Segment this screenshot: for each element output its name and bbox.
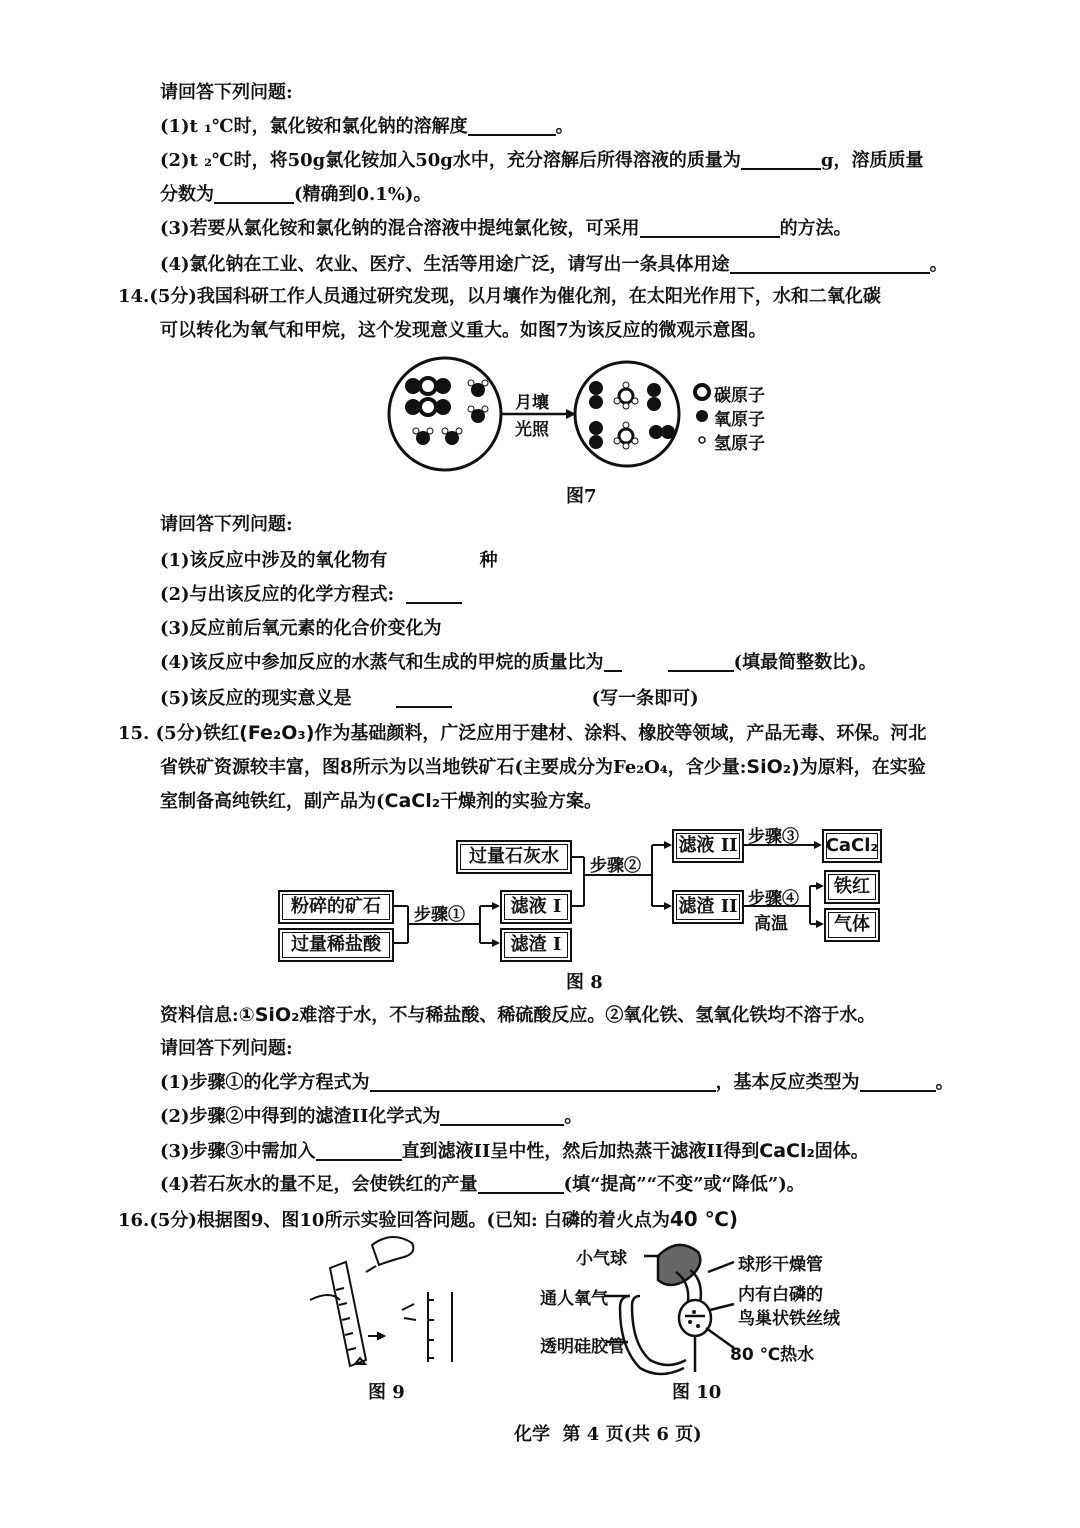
answer-blank[interactable] [406, 582, 462, 604]
q14-stem-line2: 可以转化为氧气和甲烷，这个发现意义重大。如图7为该反应的微观示意图。 [160, 320, 767, 341]
legend-carbon: 碳原子 [714, 386, 765, 406]
o2-molecule [647, 383, 661, 411]
co2-molecule [405, 399, 451, 415]
figure-9-graduated-cylinder [310, 1237, 413, 1366]
acid-box: 过量稀盐酸 [278, 928, 394, 962]
label-silicone-tube: 透明硅胶管 [540, 1337, 625, 1357]
q13-part3: (3)若要从氯化铵和氯化钠的混合溶液中提纯氯化铵，可采用 的方法。 [160, 218, 852, 239]
answer-blank[interactable] [741, 148, 821, 170]
residue2-box: 滤渣 II [672, 890, 744, 924]
arrow-condition-top: 月壤 [515, 393, 549, 413]
label-balloon: 小气球 [576, 1249, 627, 1269]
q16-stem: 16.(5分)根据图9、图10所示实验回答问题。(已知: 白磷的着火点为40 ℃) [118, 1207, 739, 1231]
q14-part3: (3)反应前后氧元素的化合价变化为 [160, 618, 442, 639]
answer-blank[interactable] [370, 1070, 716, 1092]
answer-blank[interactable] [668, 650, 734, 672]
page-footer: 化学 第 4 页(共 6 页) [514, 1424, 702, 1445]
q14-part2: (2)与出该反应的化学方程式: [160, 582, 462, 608]
step4-label: 步骤④ [748, 889, 799, 909]
label-oxygen-inlet: 通人氧气 [540, 1289, 608, 1309]
q15-info: 资料信息:①SiO₂难溶于水，不与稀盐酸、稀硫酸反应。②氧化铁、氢氧化铁均不溶于水。 [160, 1004, 876, 1026]
answer-blank[interactable] [440, 1104, 564, 1126]
carbon-atom-legend-icon [695, 385, 709, 399]
figure-10-caption: 图 10 [672, 1382, 722, 1403]
q13-part2-cont: 分数为 (精确到0.1%)。 [160, 184, 432, 205]
q13-intro: 请回答下列问题: [160, 82, 293, 103]
oxygen-atom-legend-icon [696, 410, 708, 422]
hydrogen-atom-legend-icon [699, 437, 705, 443]
arrow-condition-bottom: 光照 [515, 420, 549, 440]
o2-molecule [589, 421, 603, 449]
water-molecule [468, 380, 488, 397]
high-temp-label: 高温 [754, 914, 788, 934]
cacl2-box: CaCl₂ [822, 829, 882, 863]
water-molecule [413, 428, 433, 445]
q14-part4: (4)该反应中参加反应的水蒸气和生成的甲烷的质量比为 (填最简整数比)。 [160, 652, 877, 673]
product-circle [575, 362, 679, 466]
figure-7-caption: 图7 [566, 486, 597, 507]
answer-blank[interactable] [316, 1139, 402, 1161]
answer-blank[interactable] [468, 114, 556, 136]
figure-9-scale-reading [402, 1292, 452, 1362]
q13-part4: (4)氯化钠在工业、农业、医疗、生活等用途广泛，请写出一条具体用途 。 [160, 254, 948, 275]
q15-stem-line3: 室制备高纯铁红，副产品为(CaCl₂干燥剂的实验方案。 [160, 790, 603, 812]
q15-stem-line1: 15. (5分)铁红(Fe₂O₃)作为基础颜料，广泛应用于建材、涂料、橡胶等领域，产品无毒、环保。河北 [118, 722, 927, 744]
co2-molecule [405, 378, 451, 394]
answer-blank[interactable] [640, 216, 780, 238]
answer-blank[interactable] [478, 1172, 564, 1194]
answer-blank[interactable] [860, 1070, 936, 1092]
step3-label: 步骤③ [748, 827, 799, 847]
q13-part1: (1)t ₁℃时，氯化铵和氯化钠的溶解度 。 [160, 116, 574, 137]
limewater-box: 过量石灰水 [456, 840, 572, 874]
step2-label: 步骤② [590, 856, 641, 876]
q14-intro: 请回答下列问题: [160, 514, 293, 535]
answer-blank[interactable] [396, 686, 452, 708]
gas-box: 气体 [824, 908, 880, 942]
q15-part2: (2)步骤②中得到的滤渣II化学式为 。 [160, 1106, 583, 1127]
q15-part4: (4)若石灰水的量不足，会使铁红的产量 (填“提高”“不变”或“降低”)。 [160, 1174, 805, 1195]
iron-red-box: 铁红 [824, 870, 880, 904]
ore-box: 粉碎的矿石 [278, 890, 394, 924]
ch4-molecule [614, 422, 638, 449]
reactant-circle [389, 358, 501, 470]
label-hot-water: 80 ℃热水 [730, 1345, 815, 1365]
q14-stem-line1: 14.(5分)我国科研工作人员通过研究发现，以月壤作为催化剂，在太阳光作用下，水和二氧化碳 [118, 286, 881, 307]
q13-part2: (2)t ₂℃时，将50g氯化铵加入50g水中，充分溶解后所得溶液的质量为 g，溶质质量 [160, 150, 924, 171]
figure-8-caption: 图 8 [566, 972, 603, 993]
ch4-molecule [614, 382, 638, 409]
residue1-box: 滤渣 I [500, 928, 572, 962]
q15-part3: (3)步骤③中需加入 直到滤液II呈中性，然后加热蒸干滤液II得到CaCl₂固体。 [160, 1140, 869, 1162]
q15-stem-line2: 省铁矿资源较丰富，图8所示为以当地铁矿石(主要成分为Fe₂O₄，含少量:SiO₂)为原料，在实验 [160, 756, 926, 778]
q15-part1: (1)步骤①的化学方程式为 ，基本反应类型为 。 [160, 1072, 954, 1093]
water-molecule [468, 406, 488, 423]
q15-intro: 请回答下列问题: [160, 1038, 293, 1059]
o2-molecule [589, 381, 603, 409]
water-molecule [442, 428, 462, 445]
legend-oxygen: 氧原子 [714, 410, 765, 430]
answer-blank[interactable] [730, 252, 930, 274]
q14-part5: (5)该反应的现实意义是 (写一条即可) [160, 688, 699, 709]
answer-blank[interactable] [604, 650, 622, 672]
legend-hydrogen: 氢原子 [714, 434, 765, 454]
figure-9-caption: 图 9 [368, 1382, 405, 1403]
label-white-phosphorus-2: 鸟巢状铁丝绒 [738, 1309, 840, 1329]
answer-blank[interactable] [214, 182, 294, 204]
o2-molecule [649, 425, 675, 439]
label-drying-tube: 球形干燥管 [738, 1255, 823, 1275]
filtrate1-box: 滤液 I [500, 890, 572, 924]
q14-part1: (1)该反应中涉及的氧化物有 种 [160, 550, 498, 571]
filtrate2-box: 滤液 II [672, 829, 744, 863]
step1-label: 步骤① [414, 905, 465, 925]
label-white-phosphorus-1: 内有白磷的 [738, 1285, 823, 1305]
